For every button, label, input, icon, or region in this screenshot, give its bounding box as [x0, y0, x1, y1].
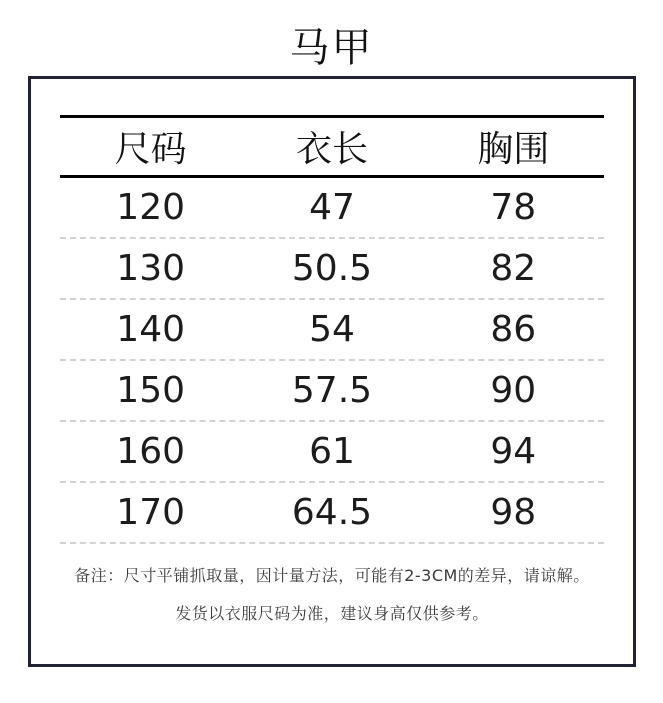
table-header-row	[60, 115, 604, 178]
chest-value: 86	[490, 309, 537, 350]
length-value: 57.5	[291, 370, 373, 411]
size-value: 170	[116, 492, 186, 533]
table-row	[60, 483, 604, 544]
length-value: 64.5	[291, 492, 373, 533]
table-row	[60, 239, 604, 300]
size-table-card	[28, 76, 636, 667]
length-value: 54	[309, 309, 355, 350]
table-row	[60, 178, 604, 239]
length-value: 50.5	[291, 248, 373, 289]
note-remark: 备注：尺寸平铺抓取量，因计量方法，可能有2-3CM的差异，请谅解。	[74, 566, 590, 585]
table-row	[60, 300, 604, 361]
size-value: 130	[116, 248, 186, 289]
chest-value: 82	[490, 248, 537, 289]
size-table	[60, 115, 604, 633]
size-value: 120	[116, 187, 186, 228]
table-row	[60, 422, 604, 483]
header-cell-length: 衣长	[295, 129, 368, 170]
table-row	[60, 361, 604, 422]
size-value: 150	[116, 370, 186, 411]
length-value: 61	[309, 431, 355, 472]
chest-value: 78	[490, 187, 537, 228]
chest-value: 94	[490, 431, 537, 472]
note-shipping: 发货以衣服尺码为准，建议身高仅供参考。	[175, 604, 489, 623]
header-cell-chest: 胸围	[477, 129, 550, 170]
notes-block	[60, 557, 604, 633]
length-value: 47	[309, 187, 355, 228]
chest-value: 98	[490, 492, 537, 533]
header-cell-size: 尺码	[114, 129, 187, 170]
chest-value: 90	[490, 370, 537, 411]
size-value: 140	[116, 309, 186, 350]
size-value: 160	[116, 431, 186, 472]
page-title: 马甲	[289, 25, 374, 71]
